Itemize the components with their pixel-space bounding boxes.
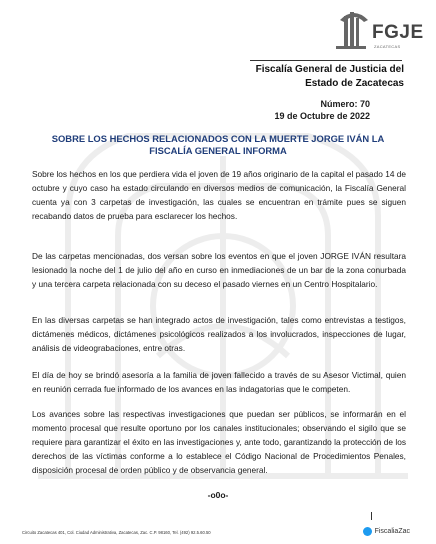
bulletin-date: 19 de Octubre de 2022 xyxy=(274,111,370,121)
twitter-handle-text: FiscaliaZac xyxy=(374,528,410,535)
twitter-icon xyxy=(363,527,372,536)
footer-address: Circuito Zacatecas 401, Col. Ciudad Administrativa, Zacatecas, Zac. C.P. 98160, Tel. (492) 92.5.60.50 xyxy=(22,530,211,535)
org-name-line1: Fiscalía General de Justicia del xyxy=(255,64,404,75)
page-mark xyxy=(371,512,372,520)
header-divider xyxy=(250,60,402,61)
org-name-line2: Estado de Zacatecas xyxy=(305,78,404,89)
bulletin-number: Número: 70 xyxy=(320,99,370,109)
paragraph-3: En las diversas carpetas se han integrado actos de investigación, tales como entrevistas a testigos, dictámenes médicos, dictámenes psicológicos realizados a los involucrados, inspecciones de lugar, análisis de videograbaciones, entre otras. xyxy=(32,315,406,353)
headline-line2: FISCALÍA GENERAL INFORMA xyxy=(149,145,287,156)
paragraph-5: Los avances sobre las respectivas investigaciones que puedan ser públicos, se informarán en el momento procesal que resulte oportuno por los canales institucionales; observando el sigilo que se requiere para garantizar el éxito en las investigaciones y, ante todo, garantizando la protección de los derechos de las víctimas conforme a lo establece el Código Nacional de Procedimientos Penales, disposición procesal de orden público y de observancia general. xyxy=(32,409,406,475)
logo-subtitle: ZACATECAS xyxy=(374,44,401,49)
logo-wordmark: FGJE xyxy=(372,22,424,43)
headline-line1: SOBRE LOS HECHOS RELACIONADOS CON LA MUERTE JORGE IVÁN LA xyxy=(51,133,385,144)
paragraph-1: Sobre los hechos en los que perdiera vida el joven de 19 años originario de la capital el pasado 14 de octubre y cuyo caso ha estado circulando en diversos medios de comunicación, la Fiscalía General cuenta ya con 3 carpetas de investigación, las cuales se encuentran en trámite pues se siguen recabando datos de prueba para esclarecer los hechos. xyxy=(32,169,406,221)
paragraph-4: El día de hoy se brindó asesoría a la familia de joven fallecido a través de su Asesor Victimal, quien en reunión cerrada fue informado de los avances en las indagatorias que le competen. xyxy=(32,370,406,394)
paragraph-2: De las carpetas mencionadas, dos versan sobre los eventos en que el joven JORGE IVÁN resultara lesionado la noche del 1 de julio del año en curso en inmediaciones de un bar de la zona conurbada y una tercera carpeta relacionada con su deceso el pasado viernes en un Centro Hospitalario. xyxy=(32,251,406,289)
footer-twitter-handle[interactable] xyxy=(363,527,410,536)
closing-mark: -o0o- xyxy=(207,490,229,500)
